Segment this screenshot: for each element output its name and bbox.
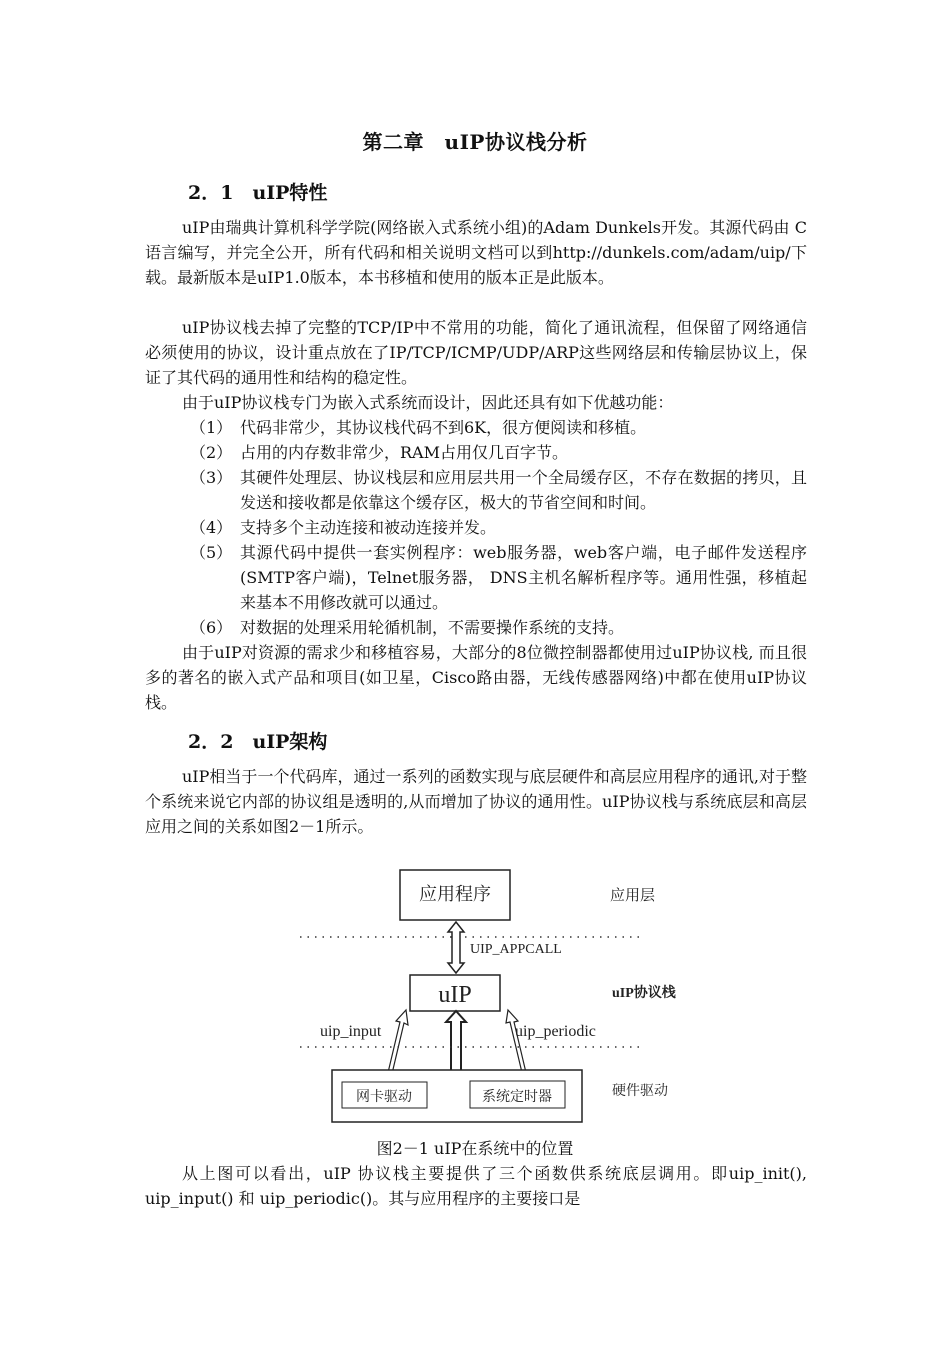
list-item-text: 支持多个主动连接和被动连接并发。 <box>240 518 497 537</box>
section-heading-2-2: 2．2 uIP架构 <box>188 731 328 753</box>
uip-periodic-label: uip_periodic <box>515 1023 596 1040</box>
paragraph-usage <box>145 640 807 715</box>
paragraph-closing <box>145 1161 807 1211</box>
appcall-label: UIP_APPCALL <box>470 942 562 957</box>
list-item-number: （5） <box>190 543 233 562</box>
list-item-text: 对数据的处理采用轮循机制，不需要操作系统的支持。 <box>240 618 625 637</box>
paragraph-advantages-lead <box>145 390 807 415</box>
application-box-label: 应用程序 <box>419 884 491 904</box>
list-item-number: （3） <box>190 468 233 487</box>
uip-layer-label: uIP协议栈 <box>612 986 676 1001</box>
list-item <box>190 440 807 465</box>
system-timer-label: 系统定时器 <box>482 1090 552 1105</box>
list-item-text: 代码非常少，其协议栈代码不到6K，很方便阅读和移植。 <box>240 418 647 437</box>
list-item <box>190 515 807 540</box>
uip-architecture-diagram <box>280 860 700 1130</box>
hardware-layer-label: 硬件驱动 <box>612 1084 668 1099</box>
paragraph-intro <box>145 215 807 290</box>
paragraph-text: 由于uIP协议栈专门为嵌入式系统而设计，因此还具有如下优越功能： <box>182 393 674 412</box>
list-item-number: （6） <box>190 618 233 637</box>
list-item <box>190 540 807 615</box>
paragraph-text: uIP由瑞典计算机科学学院(网络嵌入式系统小组)的Adam Dunkels开发。其源代码由 C 语言编写，并完全公开，所有代码和相关说明文档可以到http://dunkels.com/adam/uip/下载。最新版本是uIP1.0版本，本书移植和使用的版本正是此版本。 <box>145 218 807 287</box>
paragraph-text: uIP相当于一个代码库，通过一系列的函数实现与底层硬件和高层应用程序的通讯,对于整个系统来说它内部的协议组是透明的,从而增加了协议的通用性。uIP协议栈与系统底层和高层应用之间的关系如图2－1所示。 <box>145 767 807 836</box>
appcall-arrow <box>448 922 464 973</box>
paragraph-text: 从上图可以看出，uIP 协议栈主要提供了三个函数供系统底层调用。即uip_init(), uip_input() 和 uip_periodic()。其与应用程序的主要接口是 <box>145 1164 807 1208</box>
figure-caption: 图2－1 uIP在系统中的位置 <box>376 1139 574 1158</box>
chapter-title: 第二章 uIP协议栈分析 <box>362 130 588 154</box>
list-item-number: （1） <box>190 418 233 437</box>
list-item-text: 其源代码中提供一套实例程序：web服务器，web客户端，电子邮件发送程序(SMTP客户端)，Telnet服务器， DNS主机名解析程序等。通用性强，移植起来基本不用修改就可以通过。 <box>240 543 807 612</box>
list-item <box>190 615 807 640</box>
list-item-number: （4） <box>190 518 233 537</box>
list-item <box>190 415 807 440</box>
paragraph-text: uIP协议栈去掉了完整的TCP/IP中不常用的功能，简化了通讯流程，但保留了网络通信必须使用的协议，设计重点放在了IP/TCP/ICMP/UDP/ARP这些网络层和传输层协议上，保证了其代码的通用性和结构的稳定性。 <box>145 318 807 387</box>
list-item-text: 其硬件处理层、协议栈层和应用层共用一个全局缓存区，不存在数据的拷贝，且发送和接收都是依靠这个缓存区，极大的节省空间和时间。 <box>240 468 807 512</box>
paragraph-text: 由于uIP对资源的需求少和移植容易，大部分的8位微控制器都使用过uIP协议栈, 而且很多的著名的嵌入式产品和项目(如卫星，Cisco路由器，无线传感器网络)中都在使用uIP协议栈。 <box>145 643 807 712</box>
nic-driver-label: 网卡驱动 <box>356 1090 412 1105</box>
paragraph-features <box>145 315 807 390</box>
list-item-number: （2） <box>190 443 233 462</box>
list-item <box>190 465 807 515</box>
application-layer-label: 应用层 <box>610 888 656 904</box>
section-heading-2-1: 2．1 uIP特性 <box>188 182 328 204</box>
uip-box-label: uIP <box>438 982 472 1008</box>
paragraph-architecture <box>145 764 807 839</box>
list-item-text: 占用的内存数非常少，RAM占用仅几百字节。 <box>240 443 568 462</box>
uip-input-label: uip_input <box>320 1023 382 1040</box>
